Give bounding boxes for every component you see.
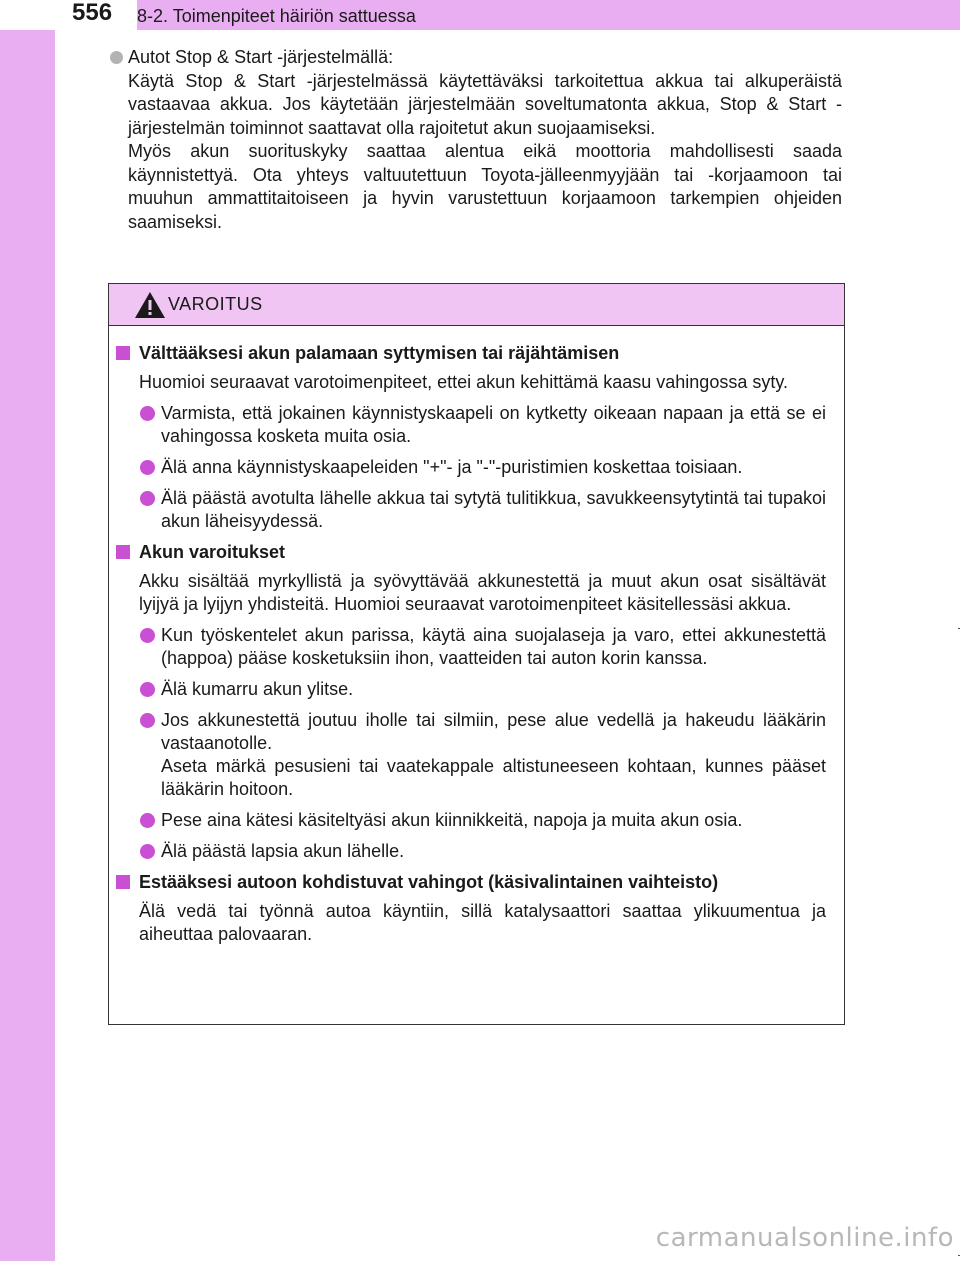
round-bullet-icon bbox=[140, 406, 155, 421]
list-item bbox=[116, 624, 826, 670]
warning-title: VAROITUS bbox=[168, 294, 263, 314]
intro-heading-line bbox=[110, 46, 842, 70]
warning-section-vehicle bbox=[116, 871, 826, 946]
section-text: Akku sisältää myrkyllistä ja syövyttävää akkunestettä ja muut akun osat sisältävät lyijyä ja lyijyn yhdisteitä. Huomioi seuraavat varotoimenpiteet käsitellessäsi akkua. bbox=[139, 571, 826, 614]
list-item bbox=[116, 840, 826, 863]
list-item-text: Älä päästä lapsia akun lähelle. bbox=[161, 841, 405, 861]
section-heading-text: Estääksesi autoon kohdistuvat vahingot (käsivalintainen vaihteisto) bbox=[139, 872, 719, 892]
list-item bbox=[116, 487, 826, 533]
intro-section bbox=[128, 46, 842, 234]
list-item-text: Älä päästä avotulta lähelle akkua tai sytytä tulitikkua, savukkeensytytintä tai tupakoi akun läheisyydessä. bbox=[161, 488, 826, 531]
round-bullet-icon bbox=[140, 491, 155, 506]
watermark-text[interactable]: carmanualsonline.info bbox=[655, 1223, 954, 1253]
round-bullet-icon bbox=[140, 682, 155, 697]
warning-box bbox=[108, 283, 845, 1025]
section-text: Huomioi seuraavat varotoimenpiteet, ettei akun kehittämä kaasu vahingossa syty. bbox=[139, 372, 789, 392]
intro-paragraph-2: Myös akun suorituskyky saattaa alentua eikä moottoria mahdollisesti saada käynnistettyä. Ota yhteys valtuutettuun Toyota-jälleenmyyjään tai -korjaamoon tai muuhun ammattitaitoiseen ja hyvin varustettuun korjaamoon tarkempien ohjeiden saamiseksi. bbox=[128, 141, 842, 232]
warning-header bbox=[109, 284, 844, 326]
list-item-text: Kun työskentelet akun parissa, käytä aina suojalaseja ja varo, ettei akkunestettä (happoa) pääse kosketuksiin ihon, vaatteiden tai auton korin kanssa. bbox=[161, 625, 826, 668]
side-color-band bbox=[0, 0, 55, 1261]
section-text: Älä vedä tai työnnä autoa käyntiin, sillä katalysaattori saattaa ylikuumentua ja aiheuttaa palovaaran. bbox=[139, 901, 826, 944]
round-bullet-icon bbox=[140, 628, 155, 643]
warning-triangle-icon bbox=[133, 290, 167, 320]
section-heading-text: Akun varoitukset bbox=[139, 542, 286, 562]
intro-heading: Autot Stop & Start -järjestelmällä: bbox=[128, 47, 394, 67]
list-item-text: Pese aina kätesi käsiteltyäsi akun kiinnikkeitä, napoja ja muita akun osia. bbox=[161, 810, 743, 830]
round-bullet-icon bbox=[140, 713, 155, 728]
gray-bullet-icon bbox=[110, 51, 123, 64]
round-bullet-icon bbox=[140, 813, 155, 828]
list-item bbox=[116, 456, 826, 479]
list-item-text: Älä anna käynnistyskaapeleiden "+"- ja "-"-puristimien koskettaa toisiaan. bbox=[161, 457, 743, 477]
list-item-text: Jos akkunestettä joutuu iholle tai silmiin, pese alue vedellä ja hakeudu lääkärin vastaanotolle. bbox=[161, 710, 826, 753]
warning-section-battery bbox=[116, 541, 826, 863]
square-bullet-icon bbox=[116, 545, 130, 559]
list-item bbox=[116, 809, 826, 832]
round-bullet-icon bbox=[140, 460, 155, 475]
chapter-title: 8-2. Toimenpiteet häiriön sattuessa bbox=[137, 6, 416, 26]
section-heading bbox=[116, 342, 826, 365]
list-item bbox=[116, 709, 826, 801]
square-bullet-icon bbox=[116, 875, 130, 889]
square-bullet-icon bbox=[116, 346, 130, 360]
section-heading-text: Välttääksesi akun palamaan syttymisen tai räjähtämisen bbox=[139, 343, 620, 363]
list-item-text: Varmista, että jokainen käynnistyskaapeli on kytketty oikeaan napaan ja että se ei vahingossa kosketa muita osia. bbox=[161, 403, 826, 446]
list-item bbox=[116, 402, 826, 448]
list-item-extra-text: Aseta märkä pesusieni tai vaatekappale altistuneeseen kohtaan, kunnes pääset lääkärin hoitoon. bbox=[161, 756, 826, 799]
intro-paragraph-1: Käytä Stop & Start -järjestelmässä käytettäväksi tarkoitettua akkua tai alkuperäistä vastaavaa akkua. Jos käytetään järjestelmään soveltumatonta akkua, Stop & Start -järjestelmän toiminnot saattavat olla rajoitetut akun suojaamiseksi. bbox=[128, 70, 842, 138]
section-heading bbox=[116, 871, 826, 894]
round-bullet-icon bbox=[140, 844, 155, 859]
section-heading bbox=[116, 541, 826, 564]
list-item-text: Älä kumarru akun ylitse. bbox=[161, 679, 354, 699]
list-item bbox=[116, 678, 826, 701]
warning-body bbox=[109, 326, 844, 946]
page-number: 556 bbox=[0, 0, 137, 30]
warning-section-fire bbox=[116, 342, 826, 533]
